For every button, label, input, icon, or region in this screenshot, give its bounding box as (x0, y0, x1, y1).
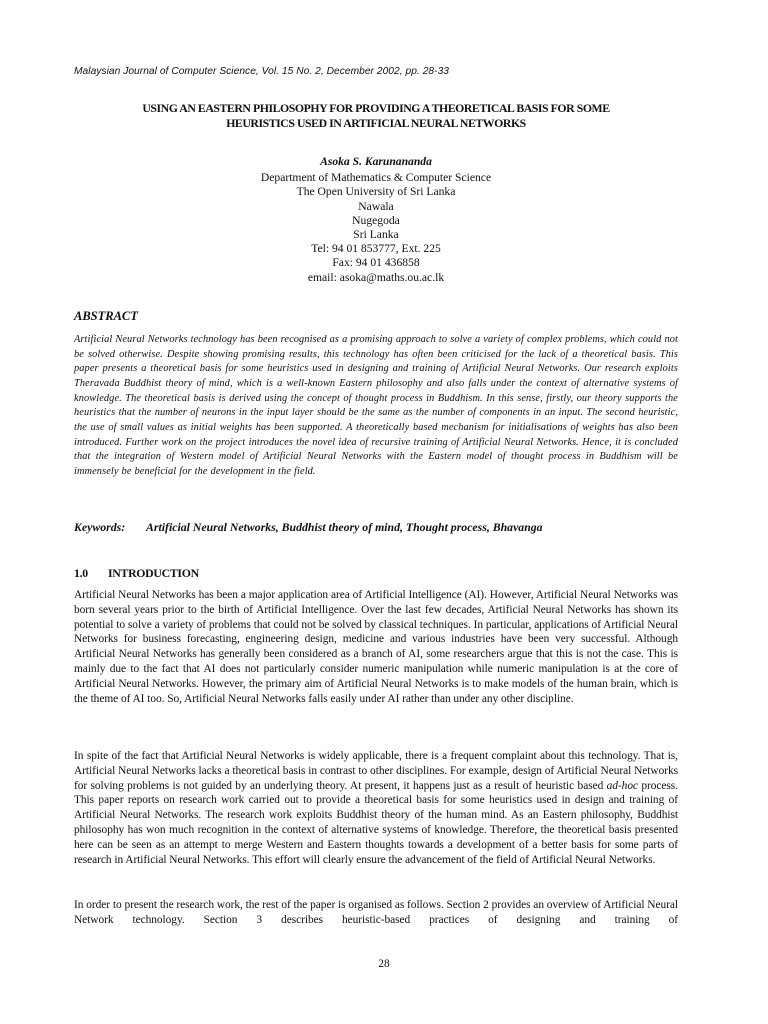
paragraph-2-text-start: In spite of the fact that Artificial Neural Networks is widely applicable, there is a frequent complaint about this technology. That is, Artificial Neural Networks lacks a theoretical basis in contrast to other disciplines. For example, design of Artificial Neural Networks for solving problems is not guided by an underlying theory. At present, it happens just as a result of heuristic based (74, 750, 678, 792)
keywords-value: Artificial Neural Networks, Buddhist theory of mind, Thought process, Bhavanga (146, 520, 543, 534)
section-heading (74, 566, 199, 581)
paragraph-2-text-end: process. This paper reports on research work carried out to provide a theoretical basis for some heuristics used in design and training of Artificial Neural Networks. The research work exploits Buddhist theory of the human mind. As an Eastern philosophy, Buddhist philosophy has won much recognition in the context of alternative systems of knowledge. Therefore, the theoretical basis presented here can be seen as an attempt to merge Western and Eastern thoughts towards a development of a better basis for some parts of research in Artificial Neural Networks. This effort will clearly ensure the advancement of the field of Artificial Neural Networks. (74, 779, 678, 866)
paper-title-line-1: USING AN EASTERN PHILOSOPHY FOR PROVIDING A THEORETICAL BASIS FOR SOME (142, 101, 610, 115)
paper-title-line-2: HEURISTICS USED IN ARTIFICIAL NEURAL NETWORKS (226, 116, 526, 130)
author-university: The Open University of Sri Lanka (296, 185, 456, 199)
author-town: Nawala (358, 199, 394, 213)
author-telephone: Tel: 94 01 853777, Ext. 225 (311, 242, 441, 256)
page-number: 28 (378, 958, 390, 970)
author-name: Asoka S. Karunananda (320, 155, 432, 168)
author-department: Department of Mathematics & Computer Science (260, 171, 492, 185)
journal-header: Malaysian Journal of Computer Science, Vol. 15 No. 2, December 2002, pp. 28-33 (74, 66, 450, 77)
section-title: INTRODUCTION (108, 566, 199, 580)
author-email: email: asoka@maths.ou.ac.lk (307, 270, 445, 284)
author-city: Nugegoda (352, 213, 400, 227)
keywords-line (74, 520, 694, 535)
introduction-paragraph-1: Artificial Neural Networks has been a major application area of Artificial Intelligence (AI). However, Artificial Neural Networks was born several years prior to the birth of Artificial Intelligence. Over the last few decades, Artificial Neural Networks has shown its potential to solve a variety of problems that could not be solved by classical techniques. In particular, applications of Artificial Neural Networks for business forecasting, engineering design, medicine and various industries have been very successful. Although Artificial Neural Networks has generally been considered as a branch of AI, some researchers argue that this is not the case. This is mainly due to the fact that AI does not particularly consider numeric manipulation while numeric manipulation is at the core of Artificial Neural Networks. However, the primary aim of Artificial Neural Networks is to make models of the human brain, which is the theme of AI too. So, Artificial Neural Networks falls easily under AI rather than under any other discipline. (74, 589, 678, 705)
abstract-body: Artificial Neural Networks technology has been recognised as a promising approach to solve a variety of complex problems, which could not be solved otherwise. Despite showing promising results, this technology has often been criticised for the lack of a theoretical basis. This paper presents a theoretical basis for some heuristics used in designing and training of Artificial Neural Networks. Our research exploits Theravada Buddhist theory of mind, which is a well-known Eastern philosophy and also falls under the context of alternative systems of knowledge. The theoretical basis is derived using the concept of thought process in Buddhism. In this sense, firstly, our theory supports the heuristics that the number of neurons in the input layer should be the same as the number of components in an input. The second heuristic, the use of small values as initial weights has been supported. A theoretically based mechanism for initialisations of weights has also been introduced. Further work on the project introduces the novel idea of recursive training of Artificial Neural Networks. Hence, it is concluded that the integration of Western model of Artificial Neural Networks with the Eastern model of thought process in Buddhism will be immensely be beneficial for the development in the field. (74, 334, 678, 477)
section-number: 1.0 (74, 566, 88, 580)
introduction-paragraph-2 (74, 749, 678, 867)
keywords-label: Keywords: (74, 520, 126, 534)
paragraph-2-italic-term: ad-hoc (606, 779, 638, 792)
author-fax: Fax: 94 01 436858 (332, 256, 420, 270)
paper-title (74, 101, 678, 131)
abstract-heading: ABSTRACT (74, 309, 138, 323)
author-block (74, 155, 678, 285)
introduction-paragraph-3: In order to present the research work, the rest of the paper is organised as follows. Section 2 provides an overview of Artificial Neural Network technology. Section 3 describes heuristic-based practices of designing and training of (74, 899, 678, 926)
author-country: Sri Lanka (353, 228, 399, 242)
